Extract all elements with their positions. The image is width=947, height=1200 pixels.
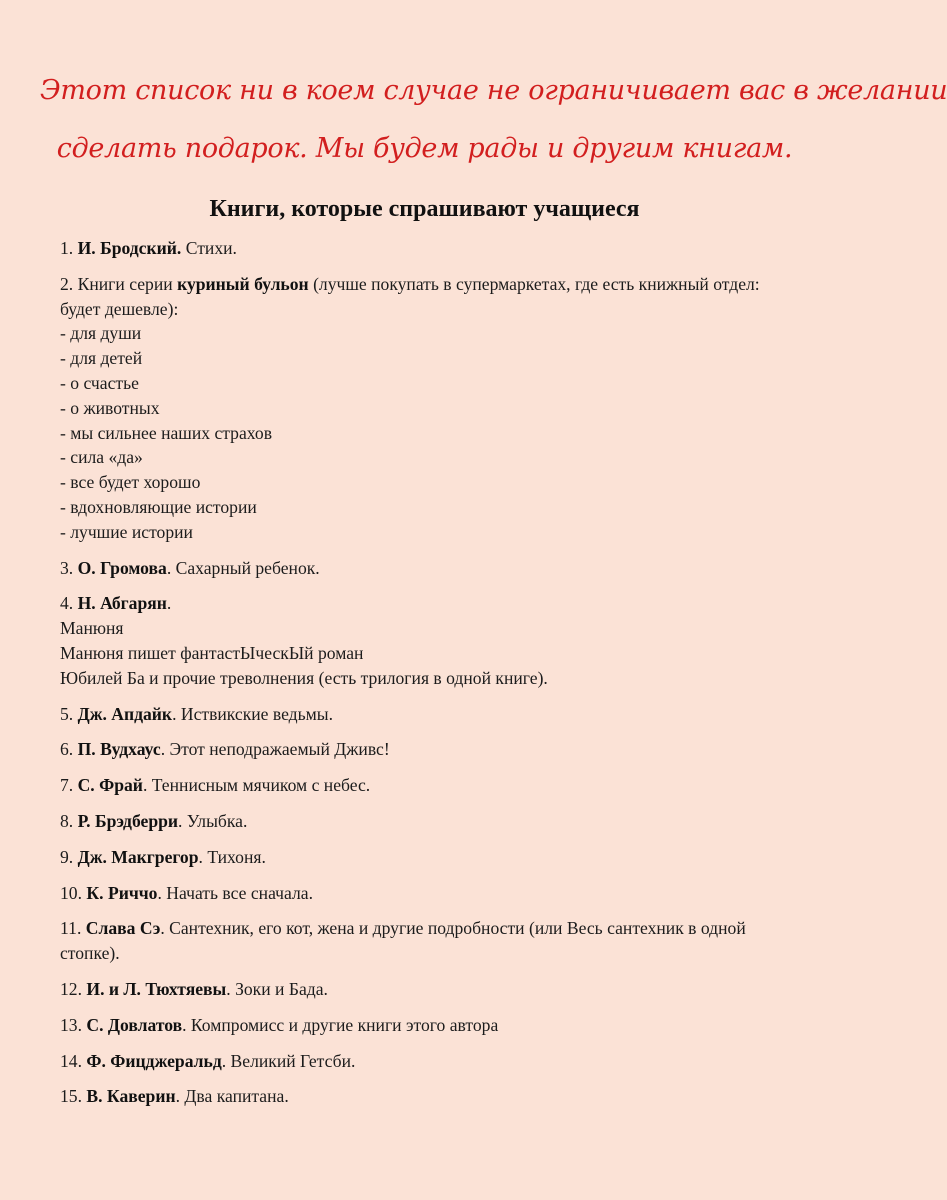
item-title: . Сахарный ребенок. <box>166 557 320 578</box>
item-title: . Компромисс и другие книги этого автора <box>182 1014 499 1035</box>
list-item <box>60 773 800 798</box>
page-title: Книги, которые спрашивают учащиеся <box>209 196 640 222</box>
intro-line-2: сделать подарок. Мы будем рады и другим книгам. <box>56 133 793 164</box>
list-item <box>60 236 800 261</box>
list-item <box>60 916 800 966</box>
item-title: . Зоки и Бада. <box>226 978 328 999</box>
sub-item: - лучшие истории <box>60 521 193 542</box>
list-item <box>60 1049 800 1074</box>
item-author: Р. Брэдберри <box>77 810 179 831</box>
item-number: 6. <box>60 739 78 760</box>
list-item <box>60 845 800 870</box>
list-item <box>60 881 800 906</box>
sub-item: - сила «да» <box>60 447 143 468</box>
item-author: И. Бродский. <box>77 238 182 258</box>
item-prefix: Книги серии <box>77 273 178 294</box>
item-number: 13. <box>60 1014 87 1035</box>
book-list <box>60 236 800 1120</box>
list-item <box>60 809 800 834</box>
item-author: В. Каверин <box>86 1086 176 1107</box>
item-author: О. Громова <box>77 557 167 578</box>
item-title: (лучше покупать в супермаркетах, где есть книжный отдел: будет дешевле): <box>60 273 760 319</box>
item-number: 4. <box>60 593 78 614</box>
item-number: 1. <box>60 238 78 258</box>
item-author: Н. Абгарян <box>77 593 167 614</box>
item-number: 15. <box>60 1086 87 1107</box>
item-title: . Иствикские ведьмы. <box>172 703 333 724</box>
list-item <box>60 702 800 727</box>
sub-item: - для детей <box>60 348 143 369</box>
item-author: Дж. Макгрегор <box>77 846 199 867</box>
item-title: Стихи. <box>181 238 237 258</box>
item-title: . Тихоня. <box>198 846 266 867</box>
list-item <box>60 556 800 581</box>
item-number: 12. <box>60 978 87 999</box>
sub-item: Манюня пишет фантастЫческЫй роман <box>60 642 364 663</box>
item-title: . Два капитана. <box>175 1086 289 1107</box>
item-number: 14. <box>60 1050 87 1071</box>
sub-item: Юбилей Ба и прочие треволнения (есть трилогия в одной книге). <box>60 667 548 688</box>
item-number: 9. <box>60 846 78 867</box>
intro-note <box>40 62 947 178</box>
sub-item: - мы сильнее наших страхов <box>60 422 273 443</box>
item-title: . Великий Гетсби. <box>221 1050 356 1071</box>
item-number: 7. <box>60 775 78 796</box>
item-number: 11. <box>60 918 86 939</box>
item-author: К. Риччо <box>86 882 158 903</box>
item-number: 5. <box>60 703 78 724</box>
item-title: . Этот неподражаемый Дживс! <box>160 739 390 760</box>
sub-item: - для души <box>60 323 142 344</box>
sub-item: - вдохновляющие истории <box>60 496 257 517</box>
item-number: 8. <box>60 810 78 831</box>
item-series: куриный бульон <box>177 273 309 294</box>
list-item <box>60 591 800 690</box>
item-title: . Сантехник, его кот, жена и другие подробности (или Весь сантехник в одной стопке). <box>60 918 746 964</box>
list-item <box>60 1084 800 1109</box>
sub-item: - о счастье <box>60 372 139 393</box>
list-item <box>60 977 800 1002</box>
item-title: . <box>166 593 172 614</box>
sub-item: - о животных <box>60 397 160 418</box>
item-number: 10. <box>60 882 87 903</box>
item-author: И. и Л. Тюхтяевы <box>86 978 227 999</box>
list-item <box>60 1013 800 1038</box>
sub-item: Манюня <box>60 618 124 639</box>
intro-line-1: Этот список ни в коем случае не ограничивает вас в желании <box>40 75 947 106</box>
item-author: Ф. Фицджеральд <box>86 1050 222 1071</box>
item-number: 2. <box>60 273 78 294</box>
sub-item: - все будет хорошо <box>60 472 201 493</box>
item-title: . Теннисным мячиком с небес. <box>142 775 371 796</box>
item-author: Слава Сэ <box>85 918 161 939</box>
list-item <box>60 737 800 762</box>
list-item <box>60 272 800 545</box>
item-author: П. Вудхаус <box>77 739 161 760</box>
item-author: С. Довлатов <box>86 1014 183 1035</box>
item-author: С. Фрай <box>77 775 143 796</box>
item-author: Дж. Апдайк <box>77 703 173 724</box>
item-title: . Начать все сначала. <box>157 882 313 903</box>
item-title: . Улыбка. <box>178 810 248 831</box>
item-number: 3. <box>60 557 78 578</box>
